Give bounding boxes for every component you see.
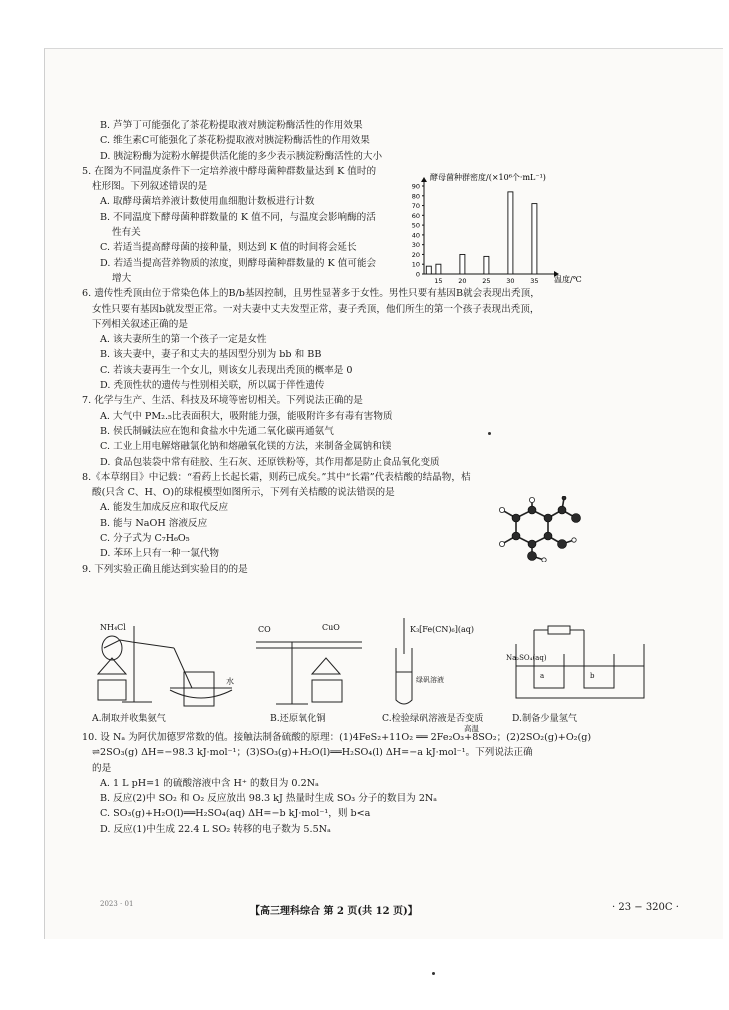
chart-x-tick-label: 20 (458, 277, 467, 285)
q8-option-b: B. 能与 NaOH 溶液反应 (100, 517, 208, 529)
chart-y-ticks (412, 183, 424, 279)
q10-stem-line3: 的是 (92, 762, 112, 774)
apparatus-d-solution-label: Na₂SO₄(aq) (506, 654, 547, 662)
q5-option-b: B. 不同温度下酵母菌种群数量的 K 值不同，与温度会影响酶的活 (100, 211, 376, 223)
q6-stem-line3: 下列相关叙述正确的是 (92, 318, 188, 330)
q6-option-b: B. 该夫妻中，妻子和丈夫的基因型分别为 bb 和 BB (100, 349, 322, 361)
q9-apparatus-row (92, 618, 652, 728)
chart-y-tick-label: 40 (411, 231, 420, 240)
apparatus-a-nh4cl-label: NH₄Cl (100, 623, 126, 632)
q7-stem: 7. 化学与生产、生活、科技及环境等密切相关。下列说法正确的是 (82, 395, 363, 407)
apparatus-c (382, 618, 502, 728)
apparatus-c-solution-label: 绿矾溶液 (416, 676, 444, 684)
chart-bars (426, 192, 537, 274)
q5-option-d: D. 若适当提高营养物质的浓度，则酵母菌种群数量的 K 值可能会 (100, 257, 377, 269)
chart-y-tick-label: 90 (411, 182, 420, 191)
q10-option-b: B. 反应(2)中 SO₂ 和 O₂ 反应放出 98.3 kJ 热量时生成 SO₃ 分子的数目为 2Nₐ (100, 793, 438, 805)
q10-option-a: A. 1 L pH=1 的硫酸溶液中含 H⁺ 的数目为 0.2Nₐ (100, 777, 319, 789)
chart-bar (460, 254, 465, 274)
q8-option-c: C. 分子式为 C₇H₆O₅ (100, 533, 190, 545)
q6-option-a: A. 该夫妻所生的第一个孩子一定是女性 (100, 334, 267, 346)
chart-x-axis-label: 温度/℃ (554, 275, 582, 284)
q10-reaction-condition: 高温 (464, 724, 479, 733)
q8-molecule-model (492, 496, 592, 562)
chart-x-ticks (434, 277, 538, 285)
chart-y-tick-label: 60 (411, 211, 420, 220)
q4-option-b: B. 芦笋丁可能强化了茶花粉提取液对胰淀粉酶活性的作用效果 (100, 120, 363, 131)
chart-y-tick-label: 20 (411, 250, 420, 259)
chart-bar (532, 204, 537, 274)
apparatus-a-label: A.制取并收集氨气 (92, 713, 166, 724)
apparatus-b-co-label: CO (258, 625, 271, 634)
q8-option-d: D. 苯环上只有一种一氯代物 (100, 548, 219, 560)
q10-stem-line2: ⇌2SO₃(g) ΔH=−98.3 kJ·mol⁻¹；(3)SO₃(g)+H₂O(l)══H₂SO₄(l) ΔH=−a kJ·mol⁻¹。下列说法正确 (92, 747, 533, 759)
chart-x-tick-label: 35 (530, 277, 539, 285)
molecule-svg (492, 496, 592, 562)
q10-option-d: D. 反应(1)中生成 22.4 L SO₂ 转移的电子数为 5.5Nₐ (100, 823, 331, 835)
q7-option-b: B. 侯氏制碱法应在饱和食盐水中先通二氧化碳再通氨气 (100, 425, 334, 437)
chart-axes (421, 177, 559, 277)
apparatus-c-diagram (392, 618, 502, 710)
chart-y-arrow (421, 177, 427, 182)
apparatus-a-water-label: 水 (226, 677, 234, 686)
page-footer-title: 【高三理科综合 第 2 页(共 12 页)】 (250, 906, 418, 917)
q5-option-d-cont: 增大 (112, 272, 132, 284)
scan-speck (432, 972, 435, 975)
chart-y-tick-label: 80 (411, 192, 420, 201)
chart-x-tick-label: 25 (482, 277, 491, 285)
q6-stem-line1: 6. 遗传性秃顶由位于常染色体上的B/b基因控制，且男性显著多于女性。男性只要有基因B就会表现出秃顶， (82, 288, 540, 300)
apparatus-d-label: D.制备少量氢气 (512, 713, 578, 724)
q10-option-c: C. SO₃(g)+H₂O(l)══H₂SO₄(aq) ΔH=−b kJ·mol⁻¹，则 b<a (100, 808, 371, 820)
apparatus-b-diagram (252, 618, 372, 710)
q7-option-d: D. 食品包装袋中常有硅胶、生石灰、还原铁粉等，其作用都是防止食品氧化变质 (100, 456, 440, 468)
q4-option-d: D. 胰淀粉酶为淀粉水解提供活化能的多少表示胰淀粉酶活性的大小 (100, 150, 383, 162)
q5-stem-line1: 5. 在图为不同温度条件下一定培养液中酵母菌种群数量达到 K 值时的 (82, 165, 377, 177)
apparatus-d (504, 618, 654, 728)
q8-stem-line2: 酸(只含 C、H、O)的球棍模型如图所示，下列有关桔酸的说法错误的是 (92, 487, 395, 499)
apparatus-d-diagram (504, 618, 654, 710)
apparatus-c-reagent-label: K₃[Fe(CN)₆](aq) (410, 625, 474, 634)
q9-stem: 9. 下列实验正确且能达到实验目的的是 (82, 563, 248, 575)
apparatus-a-diagram (92, 618, 242, 710)
q6-stem-line2: 女性只要有基因b就发型正常。一对夫妻中丈夫发型正常，妻子秃顶，他们所生的第一个孩子表现出秃顶， (92, 303, 540, 315)
chart-title: 酵母菌种群密度/(×10⁶个·mL⁻¹) (430, 173, 546, 182)
q8-option-a: A. 能发生加成反应和取代反应 (100, 502, 229, 514)
q10-content (82, 724, 682, 837)
corner-mark: 2023 · 01 (100, 900, 134, 908)
chart-y-tick-label: 0 (415, 270, 420, 279)
q5-option-b-cont: 性有关 (112, 227, 141, 239)
apparatus-b-cuo-label: CuO (322, 623, 340, 632)
scan-speck (488, 432, 491, 435)
q5-option-c: C. 若适当提高酵母菌的接种量，则达到 K 值的时间将会延长 (100, 242, 357, 254)
chart-y-tick-label: 70 (411, 202, 420, 211)
q7-option-c: C. 工业上用电解熔融氯化钠和熔融氧化镁的方法，来制备金属钠和镁 (100, 441, 392, 453)
apparatus-a (92, 618, 242, 728)
q4-option-c: C. 维生素C可能强化了茶花粉提取液对胰淀粉酶活性的作用效果 (100, 135, 370, 147)
apparatus-c-label: C.检验绿矾溶液是否变质 (382, 713, 484, 724)
q7-option-a: A. 大气中 PM₂.₅比表面积大，吸附能力强，能吸附许多有毒有害物质 (100, 410, 393, 422)
chart-y-tick-label: 30 (411, 241, 420, 250)
apparatus-b (252, 618, 372, 728)
chart-bar (508, 192, 513, 274)
chart-svg (406, 170, 716, 302)
q5-bar-chart (406, 170, 716, 302)
chart-x-tick-label: 15 (434, 277, 443, 285)
chart-bar (484, 256, 489, 274)
chart-y-tick-label: 10 (411, 260, 420, 269)
q5-stem-line2: 柱形图。下列叙述错误的是 (92, 181, 208, 193)
page-footer-code: · 23 − 320C · (612, 902, 679, 913)
chart-bar (426, 266, 431, 274)
q8-stem-line1: 8.《本草纲目》中记载：“看药上长起长霜，则药已成矣。”其中“长霜”代表桔酸的结晶物，桔 (82, 471, 471, 483)
apparatus-d-electrode-b: b (590, 672, 595, 680)
q10-stem-line1: 10. 设 Nₐ 为阿伏加德罗常数的值。接触法制备硫酸的原理：(1)4FeS₂+11O₂ ══ 2Fe₂O₃+8SO₂；(2)2SO₂(g)+O₂(g) (82, 732, 592, 743)
apparatus-b-label: B.还原氧化铜 (270, 713, 326, 724)
chart-x-tick-label: 30 (506, 277, 515, 285)
chart-y-tick-label: 50 (411, 221, 420, 230)
q5-option-a: A. 取酵母菌培养液计数使用血细胞计数板进行计数 (100, 196, 315, 208)
q6-option-c: C. 若该夫妻再生一个女儿，则该女儿表现出秃顶的概率是 0 (100, 364, 353, 376)
chart-bar (436, 264, 441, 274)
q6-option-d: D. 秃顶性状的遗传与性别相关联，所以属于伴性遗传 (100, 380, 325, 392)
apparatus-d-electrode-a: a (540, 672, 545, 680)
